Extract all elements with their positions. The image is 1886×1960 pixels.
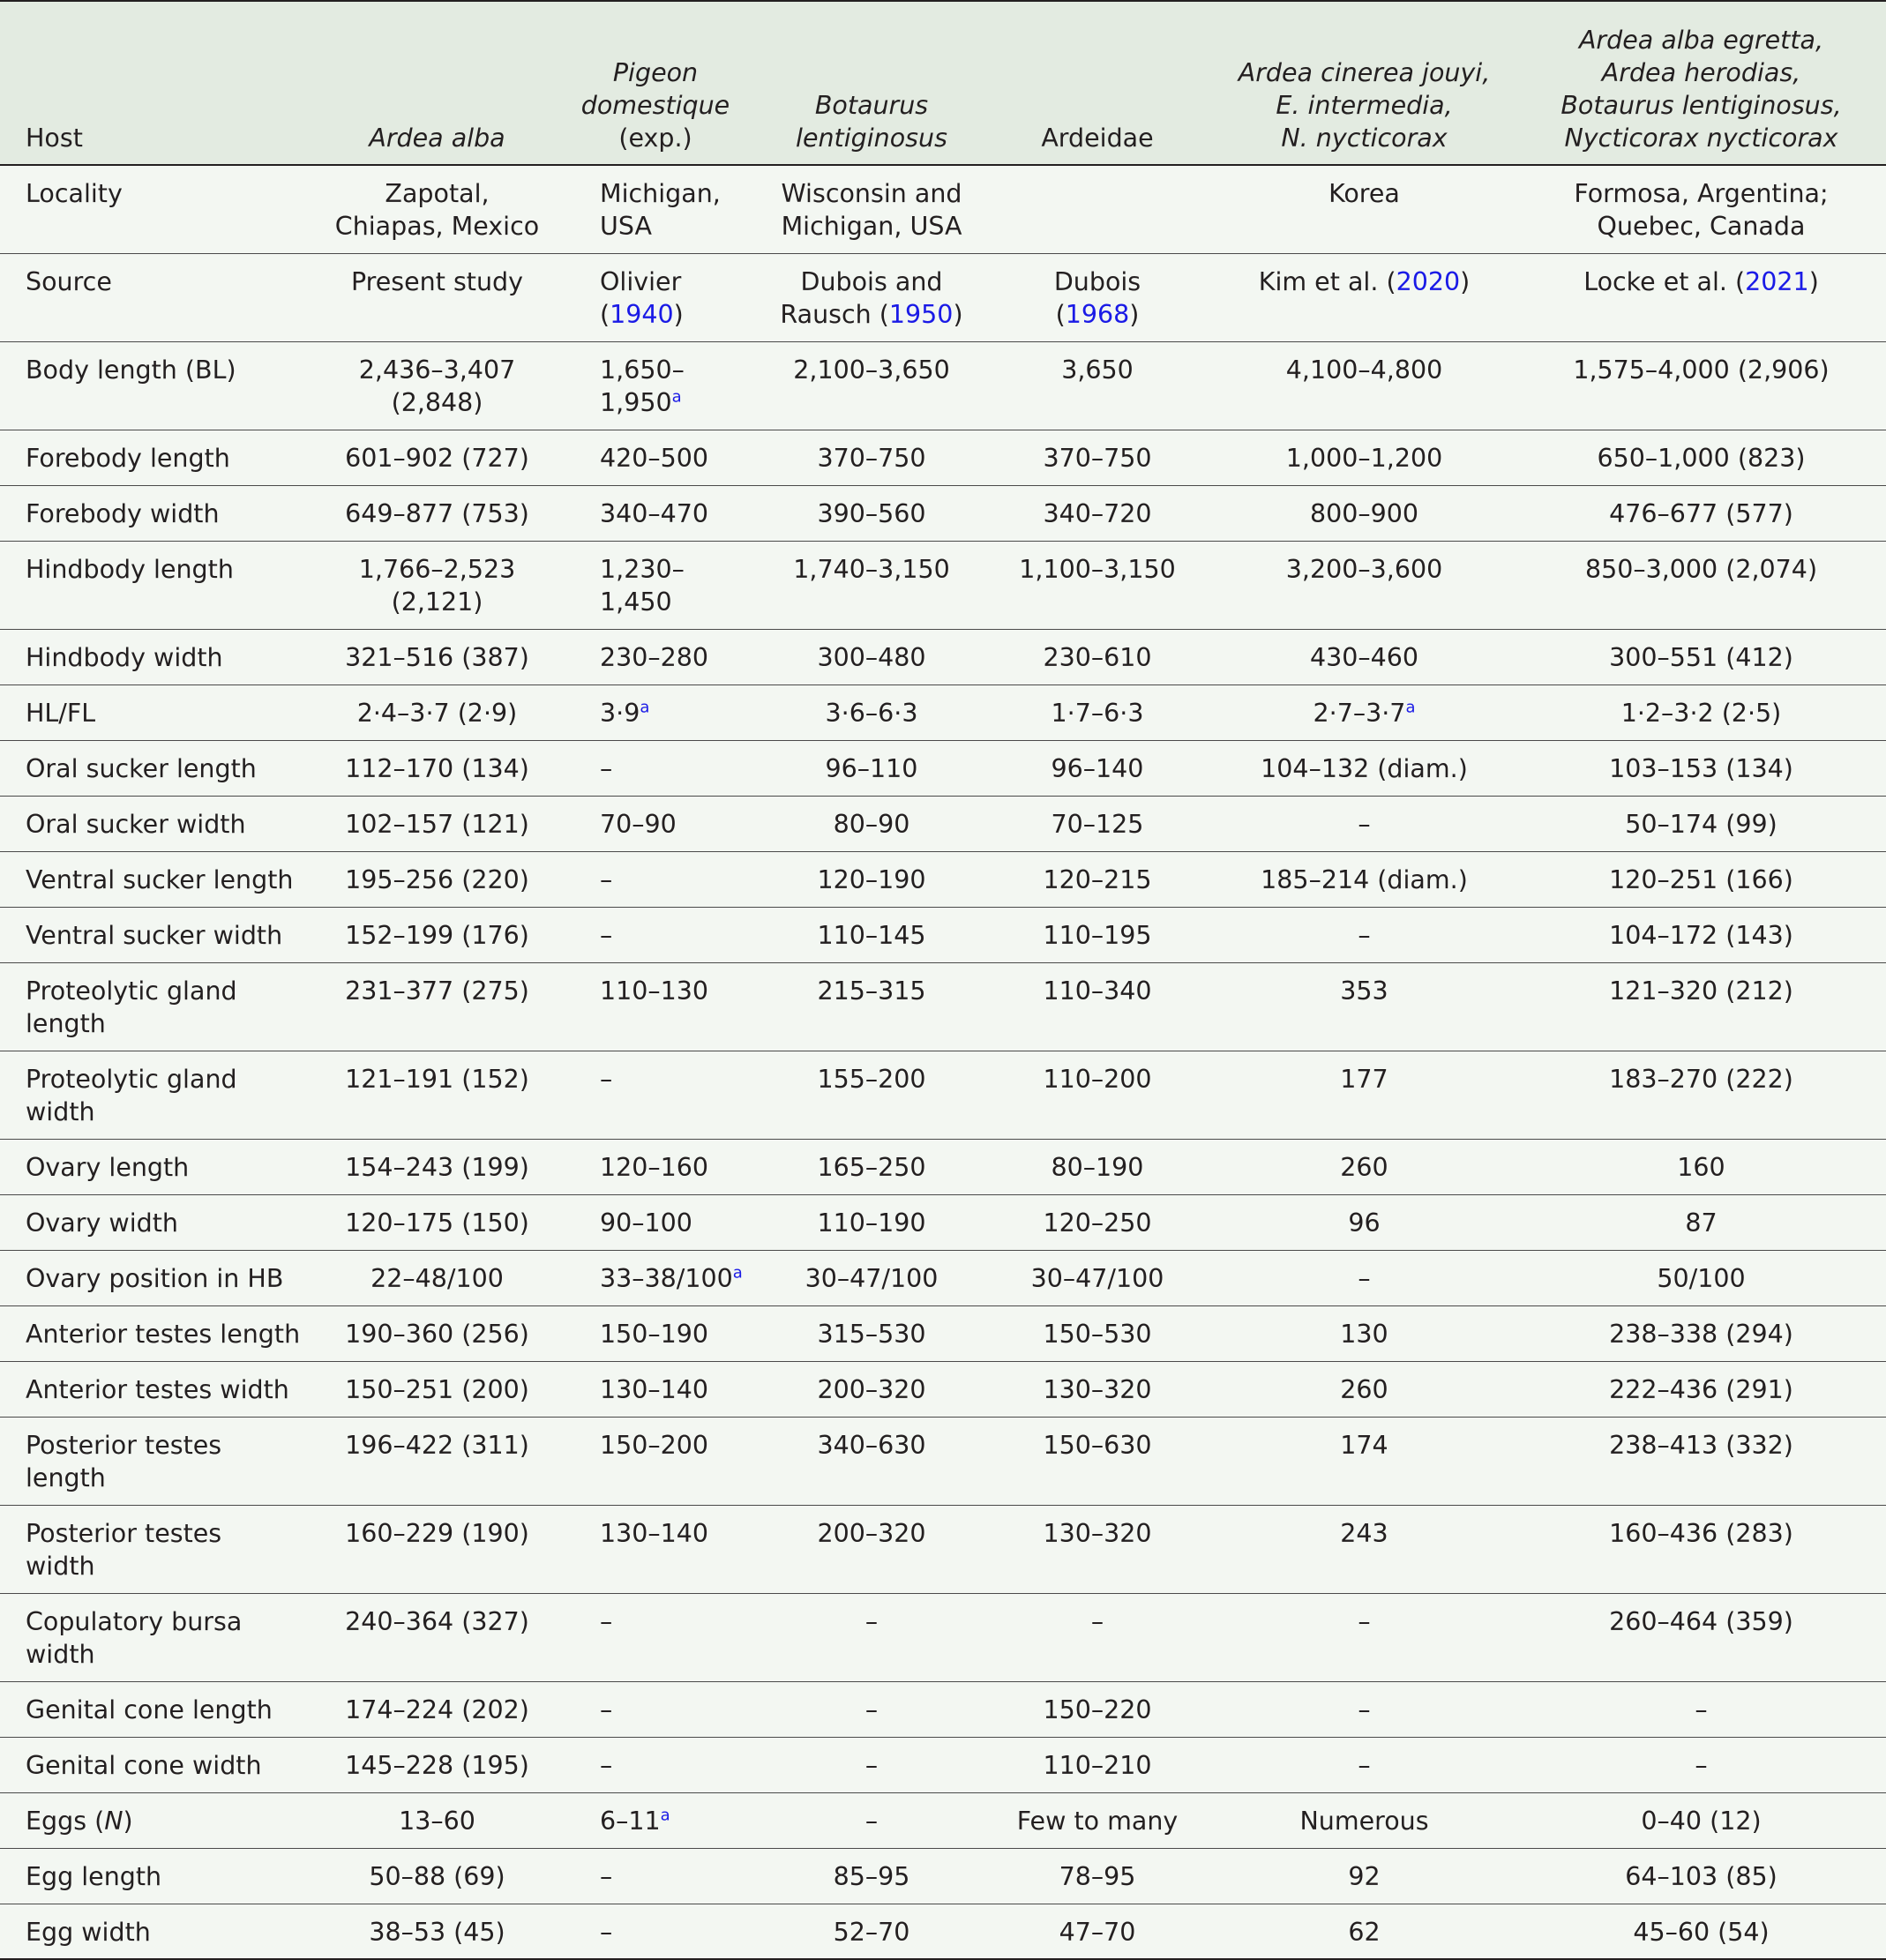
- row-label: Hindbody width: [0, 629, 324, 685]
- cell: 230–280: [550, 629, 760, 685]
- cell: –: [760, 1792, 983, 1848]
- cell: 150–530: [983, 1305, 1212, 1361]
- cell: –: [550, 1681, 760, 1737]
- header-locke-hosts: Ardea alba egretta, Ardea herodias, Botaurus lentiginosus, Nycticorax nycticorax: [1516, 1, 1886, 165]
- cell: 160: [1516, 1139, 1886, 1194]
- row-forebody-length: [0, 430, 1886, 485]
- cell: –: [1516, 1737, 1886, 1792]
- cell: Formosa, Argentina; Quebec, Canada: [1516, 165, 1886, 253]
- footnote-marker[interactable]: a: [640, 698, 650, 716]
- cell: 112–170 (134): [324, 740, 550, 796]
- cell: –: [760, 1737, 983, 1792]
- row-hindbody-width: [0, 629, 1886, 685]
- cell: 120–190: [760, 851, 983, 907]
- cell: –: [983, 1593, 1212, 1681]
- cell: 3,200–3,600: [1212, 541, 1516, 629]
- row-copulatory-bursa-width: [0, 1593, 1886, 1681]
- row-label: HL/FL: [0, 685, 324, 740]
- cell: 340–630: [760, 1417, 983, 1505]
- cell: 30–47/100: [760, 1250, 983, 1305]
- cell: –: [1516, 1681, 1886, 1737]
- cell: 96–110: [760, 740, 983, 796]
- row-posterior-testes-width: [0, 1505, 1886, 1593]
- cell: 150–190: [550, 1305, 760, 1361]
- row-proteolytic-gland-length: [0, 962, 1886, 1051]
- cell: 50–174 (99): [1516, 796, 1886, 851]
- row-label: Ovary length: [0, 1139, 324, 1194]
- cell: Dubois (1968): [983, 253, 1212, 341]
- cell: 476–677 (577): [1516, 485, 1886, 541]
- cell: Locke et al. (2021): [1516, 253, 1886, 341]
- cell: 200–320: [760, 1505, 983, 1593]
- cell: –: [1212, 1681, 1516, 1737]
- row-label: Genital cone width: [0, 1737, 324, 1792]
- cell: 238–338 (294): [1516, 1305, 1886, 1361]
- cell: 121–191 (152): [324, 1051, 550, 1139]
- cell: 152–199 (176): [324, 907, 550, 962]
- cell: 230–610: [983, 629, 1212, 685]
- cell: 92: [1212, 1848, 1516, 1904]
- cell: Few to many: [983, 1792, 1212, 1848]
- row-anterior-testes-length: [0, 1305, 1886, 1361]
- row-label: Ovary position in HB: [0, 1250, 324, 1305]
- cell: 321–516 (387): [324, 629, 550, 685]
- row-proteolytic-gland-width: [0, 1051, 1886, 1139]
- footnote-marker[interactable]: a: [1405, 698, 1416, 716]
- cell: 260: [1212, 1139, 1516, 1194]
- cell: 110–200: [983, 1051, 1212, 1139]
- header-row: [0, 1, 1886, 165]
- row-label: Forebody width: [0, 485, 324, 541]
- citation-link[interactable]: 1950: [888, 299, 954, 329]
- cell: 340–470: [550, 485, 760, 541]
- cell: 150–630: [983, 1417, 1212, 1505]
- cell: 2,100–3,650: [760, 341, 983, 430]
- cell: 110–210: [983, 1737, 1212, 1792]
- cell: –: [1212, 796, 1516, 851]
- cell: 231–377 (275): [324, 962, 550, 1051]
- cell: 222–436 (291): [1516, 1361, 1886, 1417]
- cell: 104–172 (143): [1516, 907, 1886, 962]
- row-posterior-testes-length: [0, 1417, 1886, 1505]
- footnote-marker[interactable]: a: [732, 1263, 743, 1282]
- cell: 120–215: [983, 851, 1212, 907]
- row-body-length: [0, 341, 1886, 430]
- row-label: Posterior testes width: [0, 1505, 324, 1593]
- row-label: Source: [0, 253, 324, 341]
- row-ovary-position: [0, 1250, 1886, 1305]
- cell: 90–100: [550, 1194, 760, 1250]
- cell: 22–48/100: [324, 1250, 550, 1305]
- cell: 243: [1212, 1505, 1516, 1593]
- cell: 96: [1212, 1194, 1516, 1250]
- cell: 370–750: [983, 430, 1212, 485]
- cell: 420–500: [550, 430, 760, 485]
- row-label: Ventral sucker width: [0, 907, 324, 962]
- cell: Present study: [324, 253, 550, 341]
- cell: –: [760, 1593, 983, 1681]
- cell: 13–60: [324, 1792, 550, 1848]
- header-kim-hosts: Ardea cinerea jouyi, E. intermedia, N. nycticorax: [1212, 1, 1516, 165]
- cell: 1,230–1,450: [550, 541, 760, 629]
- cell: 196–422 (311): [324, 1417, 550, 1505]
- cell: 6–11$^a$: [550, 1792, 760, 1848]
- row-label: Anterior testes width: [0, 1361, 324, 1417]
- row-label: Oral sucker width: [0, 796, 324, 851]
- cell: 649–877 (753): [324, 485, 550, 541]
- cell: 110–190: [760, 1194, 983, 1250]
- row-ventral-sucker-length: [0, 851, 1886, 907]
- row-egg-length: [0, 1848, 1886, 1904]
- cell: 300–480: [760, 629, 983, 685]
- cell: 2·7–3·7$^a$: [1212, 685, 1516, 740]
- cell: 155–200: [760, 1051, 983, 1139]
- cell: 110–340: [983, 962, 1212, 1051]
- cell: 183–270 (222): [1516, 1051, 1886, 1139]
- cell: 800–900: [1212, 485, 1516, 541]
- cell: 315–530: [760, 1305, 983, 1361]
- cell: 130–140: [550, 1361, 760, 1417]
- cell: Wisconsin and Michigan, USA: [760, 165, 983, 253]
- cell: 103–153 (134): [1516, 740, 1886, 796]
- cell: –: [550, 1904, 760, 1959]
- cell: 38–53 (45): [324, 1904, 550, 1959]
- row-label: Ventral sucker length: [0, 851, 324, 907]
- cell: 120–250: [983, 1194, 1212, 1250]
- cell: 200–320: [760, 1361, 983, 1417]
- cell: 120–160: [550, 1139, 760, 1194]
- row-label: Anterior testes length: [0, 1305, 324, 1361]
- row-label: Proteolytic gland length: [0, 962, 324, 1051]
- cell: 190–360 (256): [324, 1305, 550, 1361]
- citation-link[interactable]: 1940: [610, 299, 674, 329]
- cell: –: [550, 740, 760, 796]
- cell: 174–224 (202): [324, 1681, 550, 1737]
- cell: 1·7–6·3: [983, 685, 1212, 740]
- row-egg-width: [0, 1904, 1886, 1959]
- cell: Dubois and Rausch (1950): [760, 253, 983, 341]
- cell: 4,100–4,800: [1212, 341, 1516, 430]
- cell: 70–90: [550, 796, 760, 851]
- cell: 1,575–4,000 (2,906): [1516, 341, 1886, 430]
- cell: 300–551 (412): [1516, 629, 1886, 685]
- cell: 1,000–1,200: [1212, 430, 1516, 485]
- cell: 150–200: [550, 1417, 760, 1505]
- row-label: Posterior testes length: [0, 1417, 324, 1505]
- row-label: Oral sucker length: [0, 740, 324, 796]
- row-ventral-sucker-width: [0, 907, 1886, 962]
- cell: 50–88 (69): [324, 1848, 550, 1904]
- cell: 47–70: [983, 1904, 1212, 1959]
- footnote-marker[interactable]: a: [671, 387, 682, 406]
- row-genital-cone-width: [0, 1737, 1886, 1792]
- cell: 33–38/100$^a$: [550, 1250, 760, 1305]
- cell: 240–364 (327): [324, 1593, 550, 1681]
- cell: 430–460: [1212, 629, 1516, 685]
- cell: 353: [1212, 962, 1516, 1051]
- row-oral-sucker-length: [0, 740, 1886, 796]
- cell: 96–140: [983, 740, 1212, 796]
- cell: 185–214 (diam.): [1212, 851, 1516, 907]
- cell: –: [1212, 1250, 1516, 1305]
- cell: 104–132 (diam.): [1212, 740, 1516, 796]
- cell: 260–464 (359): [1516, 1593, 1886, 1681]
- cell: 174: [1212, 1417, 1516, 1505]
- cell: 650–1,000 (823): [1516, 430, 1886, 485]
- cell: –: [550, 1593, 760, 1681]
- cell: –: [1212, 1593, 1516, 1681]
- cell: Zapotal, Chiapas, Mexico: [324, 165, 550, 253]
- cell: 1,100–3,150: [983, 541, 1212, 629]
- cell: 80–90: [760, 796, 983, 851]
- header-ardeidae: Ardeidae: [983, 1, 1212, 165]
- row-anterior-testes-width: [0, 1361, 1886, 1417]
- cell: –: [550, 907, 760, 962]
- cell: Olivier (1940): [550, 253, 760, 341]
- cell: –: [760, 1681, 983, 1737]
- cell: 120–175 (150): [324, 1194, 550, 1250]
- cell: –: [550, 851, 760, 907]
- cell: 85–95: [760, 1848, 983, 1904]
- cell: 1·2–3·2 (2·5): [1516, 685, 1886, 740]
- cell: 50/100: [1516, 1250, 1886, 1305]
- row-label: Proteolytic gland width: [0, 1051, 324, 1139]
- cell: 0–40 (12): [1516, 1792, 1886, 1848]
- cell: 110–195: [983, 907, 1212, 962]
- cell: 177: [1212, 1051, 1516, 1139]
- row-forebody-width: [0, 485, 1886, 541]
- cell: 215–315: [760, 962, 983, 1051]
- footnote-marker[interactable]: a: [660, 1806, 670, 1824]
- cell: 160–229 (190): [324, 1505, 550, 1593]
- cell: 102–157 (121): [324, 796, 550, 851]
- row-eggs: [0, 1792, 1886, 1848]
- cell: 1,766–2,523 (2,121): [324, 541, 550, 629]
- cell: Korea: [1212, 165, 1516, 253]
- row-hl-fl: [0, 685, 1886, 740]
- cell: 130–320: [983, 1361, 1212, 1417]
- cell: 110–145: [760, 907, 983, 962]
- cell: 3,650: [983, 341, 1212, 430]
- cell: 238–413 (332): [1516, 1417, 1886, 1505]
- row-genital-cone-length: [0, 1681, 1886, 1737]
- cell: 1,650–1,950$^a$: [550, 341, 760, 430]
- row-label: Egg length: [0, 1848, 324, 1904]
- row-label: Ovary width: [0, 1194, 324, 1250]
- cell: 145–228 (195): [324, 1737, 550, 1792]
- cell: Numerous: [1212, 1792, 1516, 1848]
- cell: 150–220: [983, 1681, 1212, 1737]
- row-label: Eggs (N): [0, 1792, 324, 1848]
- cell: 130–140: [550, 1505, 760, 1593]
- row-source: [0, 253, 1886, 341]
- cell: Michigan, USA: [550, 165, 760, 253]
- cell: 87: [1516, 1194, 1886, 1250]
- cell: 165–250: [760, 1139, 983, 1194]
- row-ovary-length: [0, 1139, 1886, 1194]
- citation-link[interactable]: 1968: [1065, 299, 1130, 329]
- cell: –: [1212, 1737, 1516, 1792]
- cell: 30–47/100: [983, 1250, 1212, 1305]
- cell: 195–256 (220): [324, 851, 550, 907]
- cell: 150–251 (200): [324, 1361, 550, 1417]
- cell: –: [550, 1737, 760, 1792]
- cell: 52–70: [760, 1904, 983, 1959]
- cell: 110–130: [550, 962, 760, 1051]
- cell: [983, 165, 1212, 253]
- cell: 154–243 (199): [324, 1139, 550, 1194]
- cell: 3·6–6·3: [760, 685, 983, 740]
- cell: 130: [1212, 1305, 1516, 1361]
- cell: 390–560: [760, 485, 983, 541]
- row-label: Forebody length: [0, 430, 324, 485]
- cell: –: [550, 1848, 760, 1904]
- row-locality: [0, 165, 1886, 253]
- cell: 160–436 (283): [1516, 1505, 1886, 1593]
- cell: –: [1212, 907, 1516, 962]
- cell: 64–103 (85): [1516, 1848, 1886, 1904]
- cell: 370–750: [760, 430, 983, 485]
- cell: 340–720: [983, 485, 1212, 541]
- cell: Kim et al. (2020): [1212, 253, 1516, 341]
- header-botaurus: Botaurus lentiginosus: [760, 1, 983, 165]
- row-label: Egg width: [0, 1904, 324, 1959]
- header-host: Host: [0, 1, 324, 165]
- cell: 601–902 (727): [324, 430, 550, 485]
- row-ovary-width: [0, 1194, 1886, 1250]
- cell: 120–251 (166): [1516, 851, 1886, 907]
- cell: 45–60 (54): [1516, 1904, 1886, 1959]
- cell: 1,740–3,150: [760, 541, 983, 629]
- cell: 78–95: [983, 1848, 1212, 1904]
- citation-link[interactable]: 2021: [1745, 266, 1809, 296]
- cell: –: [550, 1051, 760, 1139]
- cell: 70–125: [983, 796, 1212, 851]
- cell: 3·9$^a$: [550, 685, 760, 740]
- header-pigeon: Pigeon domestique (exp.): [550, 1, 760, 165]
- row-label: Hindbody length: [0, 541, 324, 629]
- cell: 2,436–3,407 (2,848): [324, 341, 550, 430]
- cell: 121–320 (212): [1516, 962, 1886, 1051]
- cell: 850–3,000 (2,074): [1516, 541, 1886, 629]
- citation-link[interactable]: 2020: [1396, 266, 1461, 296]
- row-label: Genital cone length: [0, 1681, 324, 1737]
- row-hindbody-length: [0, 541, 1886, 629]
- cell: 130–320: [983, 1505, 1212, 1593]
- row-label: Copulatory bursa width: [0, 1593, 324, 1681]
- row-label: Body length (BL): [0, 341, 324, 430]
- row-label: Locality: [0, 165, 324, 253]
- cell: 80–190: [983, 1139, 1212, 1194]
- row-oral-sucker-width: [0, 796, 1886, 851]
- cell: 2·4–3·7 (2·9): [324, 685, 550, 740]
- cell: 260: [1212, 1361, 1516, 1417]
- cell: 62: [1212, 1904, 1516, 1959]
- header-ardea-alba: Ardea alba: [324, 1, 550, 165]
